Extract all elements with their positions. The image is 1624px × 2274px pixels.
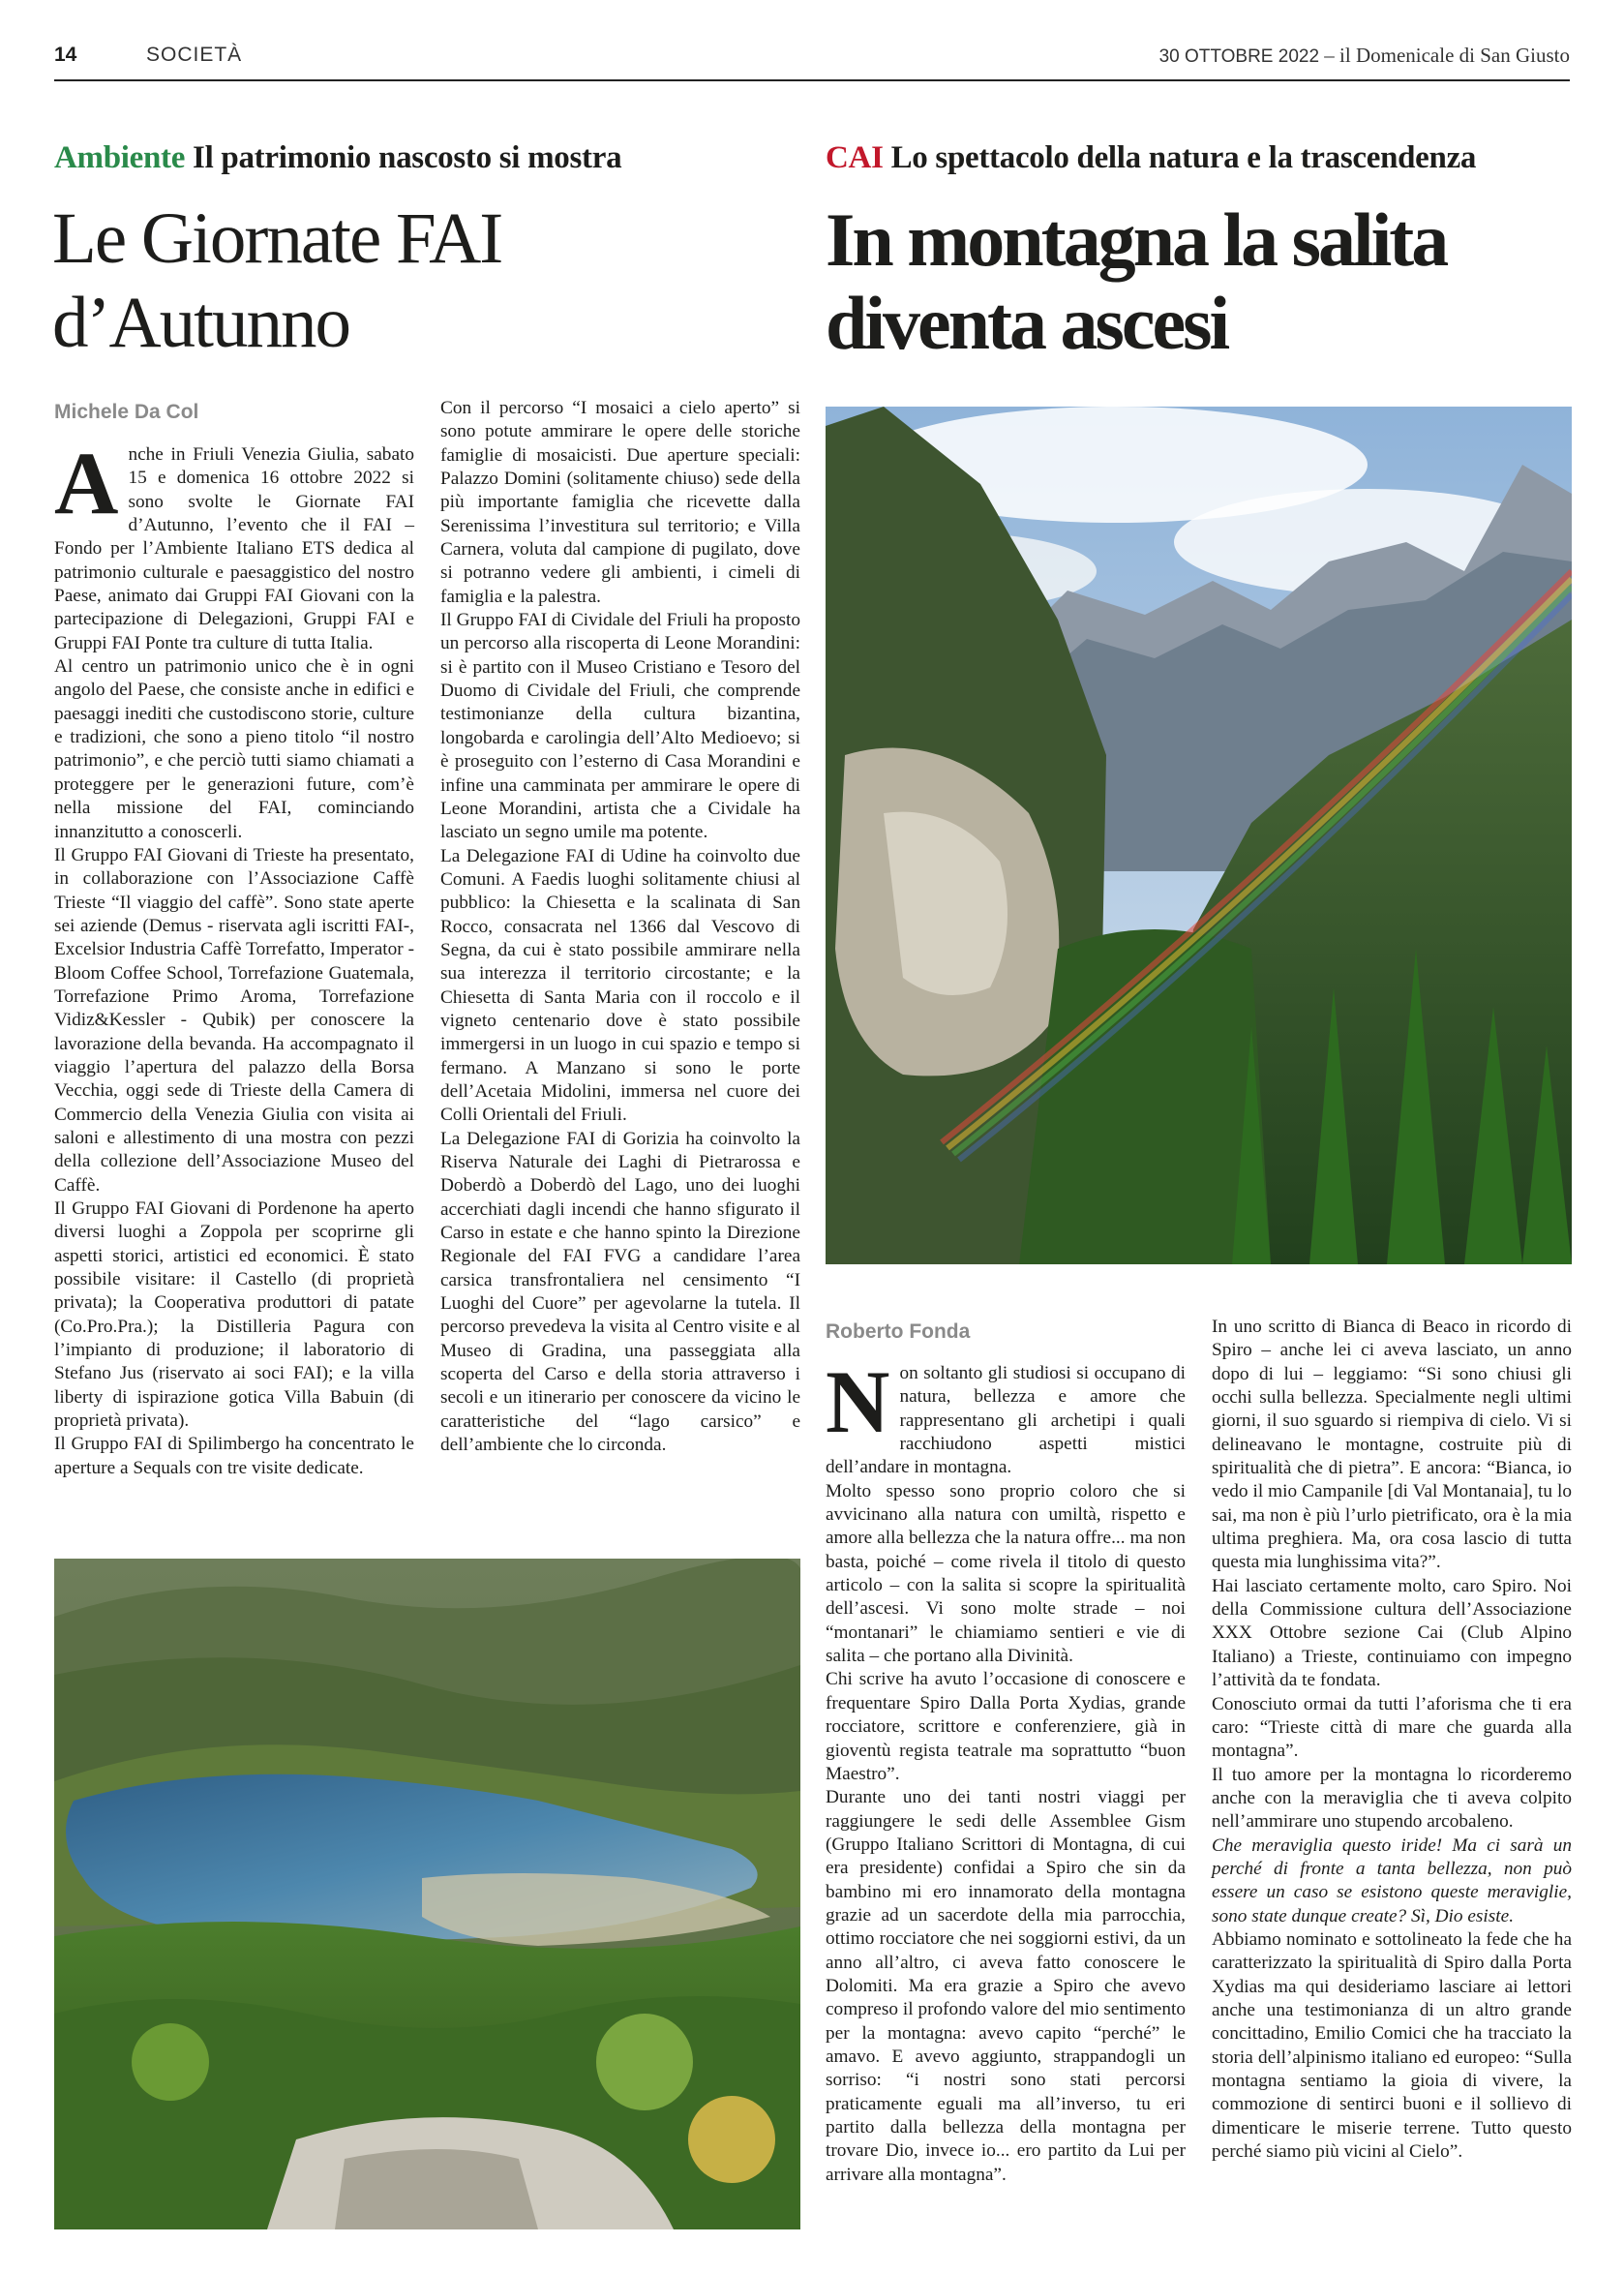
section-label: SOCIETÀ — [146, 44, 243, 66]
right-kicker-text: Lo spettacolo della natura e la trascendenza — [890, 140, 1477, 175]
right-col1-p3: Chi scrive ha avuto l’occasione di conoscere e frequentare Spiro Dalla Porta Xydias, grande rocciatore, scrittore e conferenziere, già in gioventù regista teatrale ma soprattutto “buon Maestro”. — [826, 1669, 1186, 1784]
right-drop-cap: N — [826, 1352, 890, 1451]
right-col2-p1: In uno scritto di Bianca di Beaco in ricordo di Spiro – anche lei ci aveva lasciato, un anno dopo di lui – leggiamo: “Si sono chiusi gli occhi sulla bellezza. Specialmente negli ultimi giorni, il suo sguardo si riempiva di cielo. Vi si delineavano le montagne, costruite più di spiritualità che di pietra”. E ancora: “Bianca, io vedo il mio Campanile [di Val Montanaia], tu lo sai, ma non è più l’urlo pietrificato, ora è la mia ultima preghiera. Ma, ora cosa lascio di tutta questa mia lunghissima vita?”. — [1212, 1317, 1572, 1573]
right-headline — [826, 198, 1580, 365]
right-headline-line1: In montagna la salita — [826, 197, 1447, 282]
header-rule — [54, 79, 1570, 81]
left-headline-line2: d’Autunno — [52, 283, 349, 363]
left-col1-p4: Il Gruppo FAI Giovani di Pordenone ha aperto diversi luoghi a Zoppola per scoprirne gli aspetti storici, artistici ed economici. È stato possibile visitare: il Castello (di proprietà privata); la Cooperativa produttori di patate (Co.Pro.Pra.); la Distilleria Pagura con l’impianto di produzione; il laboratorio di Stefano Jus (riservato ai soci FAI); e la villa liberty di ispirazione gotica Villa Babuin (di proprietà privata). — [54, 1198, 414, 1432]
right-col2-p3: Conosciuto ormai da tutti l’aforisma che ti era caro: “Trieste città di mare che guarda alla montagna”. — [1212, 1693, 1572, 1762]
left-col2-p3: La Delegazione FAI di Udine ha coinvolto due Comuni. A Faedis luoghi solitamente chiusi al pubblico: la Chiesetta e la scalinata di San Rocco, consacrata nel 1366 dal Vescovo di Segna, da cui è stato possibile ammirare nella sua interezza il territorio circostante; e la Chiesetta di Santa Maria con il roccolo e il vigneto centenario dove è stato possibile immergersi in un luogo in cui spazio e tempo si fermano. A Manzano si sono le porte dell’Acetaia Midolini, immersa nel cuore dei Colli Orientali del Friuli. — [440, 845, 800, 1126]
left-kicker — [54, 138, 621, 177]
page-number: 14 — [54, 44, 77, 66]
left-kicker-tag: Ambiente — [54, 140, 186, 175]
right-col2-p2: Hai lasciato certamente molto, caro Spiro. Noi della Commissione cultura dell’Associazione XXX Ottobre sezione Cai (Club Alpino Italiano) a Trieste, continuiamo con impegno l’attività da te fondata. — [1212, 1575, 1572, 1691]
left-col1-p1: nche in Friuli Venezia Giulia, sabato 15 e domenica 16 ottobre 2022 si sono svolte le Giornate FAI d’Autunno, l’evento che il FAI – Fondo per l’Ambiente Italiano ETS dedica al patrimonio culturale e paesaggistico del nostro Paese, animato dai Gruppi FAI Giovani con la partecipazione di Delegazioni, Gruppi FAI e Gruppi FAI Ponte tra culture di tutta Italia. — [54, 444, 414, 653]
right-col1-p2: Molto spesso sono proprio coloro che si avvicinano alla natura con umiltà, rispetto e amore alla bellezza che la natura offre... ma non basta, poiché – come rivela il titolo di questo articolo – con la salita si scopre la spiritualità dell’ascesi. Vi sono molte strade – noi “montanari” le chiamiamo sentieri e vie di salita – che portano alla Divinità. — [826, 1480, 1186, 1667]
rainbow-photo — [826, 407, 1572, 1264]
left-col2 — [440, 397, 800, 1457]
left-byline: Michele Da Col — [54, 401, 199, 423]
left-col1-p5: Il Gruppo FAI di Spilimbergo ha concentrato le aperture a Sequals con tre visite dedicate. — [54, 1434, 414, 1478]
right-headline-line2: diventa ascesi — [826, 281, 1228, 365]
right-col2-p4: Il tuo amore per la montagna lo ricorderemo anche con la meraviglia che ti aveva colpito nell’ammirare uno stupendo arcobaleno. — [1212, 1764, 1572, 1833]
right-col2-quote: Che meraviglia questo iride! Ma ci sarà un perché di fronte a tanta bellezza, non può essere un caso se esistono queste meraviglie, sono state dunque create? Sì, Dio esiste. — [1212, 1834, 1572, 1926]
left-drop-cap: A — [54, 434, 119, 532]
lake-photo-illustration — [54, 1559, 800, 2229]
left-col2-p4: La Delegazione FAI di Gorizia ha coinvolto la Riserva Naturale dei Laghi di Pietrarossa e Doberdò a Doberdò del Lago, uno dei luoghi accerchiati dagli incendi che hanno sfigurato il Carso in estate e che hanno spinto la Direzione Regionale del FAI FVG a candidare l’area carsica transfrontaliera nel censimento “I Luoghi del Cuore” per agevolarne la tutela. Il percorso prevedeva la visita al Centro visite e al Museo di Gradina, una passeggiata alla scoperta del Carso e della storia attraverso i secoli e un itinerario per conoscere da vicino le caratteristiche del “lago carsico” e dell’ambiente che lo circonda. — [440, 1128, 800, 1456]
date-text: 30 OTTOBRE 2022 — [1158, 46, 1320, 67]
left-kicker-text: Il patrimonio nascosto si mostra — [193, 140, 622, 175]
right-col1-p4: Durante uno dei tanti nostri viaggi per raggiungere le sedi delle Assemblee Gism (Gruppo Italiano Scrittori di Montagna, di cui era presidente) confidai a Spiro che sin da bambino mi ero innamorato della montagna grazie ad un sacerdote della mia parrocchia, ottimo rocciatore che nei soggiorni estivi, da un anno all’altro, ci aveva fatto conoscere le Dolomiti. Ma era grazie a Spiro che avevo compreso il profondo valore del mio sentimento per la montagna: avevo capito “perché” le amavo. E avevo aggiunto, strappandogli un sorriso: “i nostri sono stati percorsi praticamente eguali ma all’inverso, tu eri partito dalla bellezza della montagna per trovare Dio, invece io... ero partito da Lui per arrivare alla montagna”. — [826, 1787, 1186, 2185]
left-col2-p1: Con il percorso “I mosaici a cielo aperto” si sono potute ammirare le opere delle storiche famiglie di mosaicisti. Due aperture speciali: Palazzo Domini (solitamente chiuso) sede della più importante famiglia che ricevette dalla Serenissima l’investitura sul territorio; e Villa Carnera, voluta dal campione di pugilato, dove si potranno vedere gli ambienti, i cimeli di famiglia e la palestra. — [440, 398, 800, 607]
right-kicker — [826, 138, 1476, 177]
lake-photo — [54, 1559, 800, 2229]
right-col1 — [826, 1352, 1186, 2187]
publication-name: – il Domenicale di San Giusto — [1324, 44, 1570, 67]
right-kicker-tag: CAI — [826, 140, 884, 175]
left-col1-p2: Al centro un patrimonio unico che è in ogni angolo del Paese, che consiste anche in edifici e paesaggi inediti che custodiscono storie, culture e tradizioni, che sono a pieno titolo “il nostro patrimonio”, e che perciò tutti siamo chiamati a proteggere per le generazioni future, com’è nella missione del FAI, cominciando innanzitutto a conoscerli. — [54, 656, 414, 842]
issue-date — [1159, 43, 1570, 70]
right-col1-p1: on soltanto gli studiosi si occupano di natura, bellezza e amore che rappresentano gli archetipi i quali racchiudono aspetti mistici dell’andare in montagna. — [826, 1363, 1186, 1478]
right-byline: Roberto Fonda — [826, 1320, 971, 1343]
left-headline-line1: Le Giornate FAI — [52, 198, 502, 279]
right-col2-p5: Abbiamo nominato e sottolineato la fede che ha caratterizzato la spiritualità di Spiro dalla Porta Xydias ma qui desideriamo lasciare ai lettori anche una testimonianza di un altro grande concittadino, Emilio Comici che ha tracciato la storia dell’alpinismo italiano ed europeo: “Sulla montagna sentiamo la gioia di vivere, la commozione di sentirci buoni e il sollievo di dimenticare le miserie terrene. Tutto questo perché siamo più vicini al Cielo”. — [1212, 1928, 1572, 2163]
left-col2-p2: Il Gruppo FAI di Cividale del Friuli ha proposto un percorso alla riscoperta di Leone Morandini: si è partito con il Museo Cristiano e Tesoro del Duomo di Cividale del Friuli, che comprende testimonianze della cultura bizantina, longobarda e carolingia dell’Alto Medioevo; si è proseguito con l’esterno di Casa Morandini e infine una camminata per ammirare le opere di Leone Morandini, artista che a Cividale ha lasciato un segno umile ma potente. — [440, 610, 800, 843]
left-col1-p3: Il Gruppo FAI Giovani di Trieste ha presentato, in collaborazione con l’Associazione Caffè Trieste “Il viaggio del caffè”. Sono state aperte sei aziende (Demus - riservata agli iscritti FAI-, Excelsior Industria Caffè Torrefatto, Imperator - Bloom Coffee School, Torrefazione Guatemala, Torrefazione Primo Aroma, Torrefazione Vidiz&Kessler - Qubik) per conoscere la lavorazione della bevanda. Ha accompagnato il viaggio l’apertura del palazzo della Borsa Vecchia, oggi sede di Trieste della Camera di Commercio della Venezia Giulia con visita ai saloni e allestimento di una mostra con pezzi della collezione dell’Associazione Museo del Caffè. — [54, 844, 414, 1196]
right-col2 — [1212, 1316, 1572, 2164]
left-headline — [52, 197, 749, 365]
rainbow-photo-illustration — [826, 407, 1572, 1264]
left-col1 — [54, 434, 414, 1480]
